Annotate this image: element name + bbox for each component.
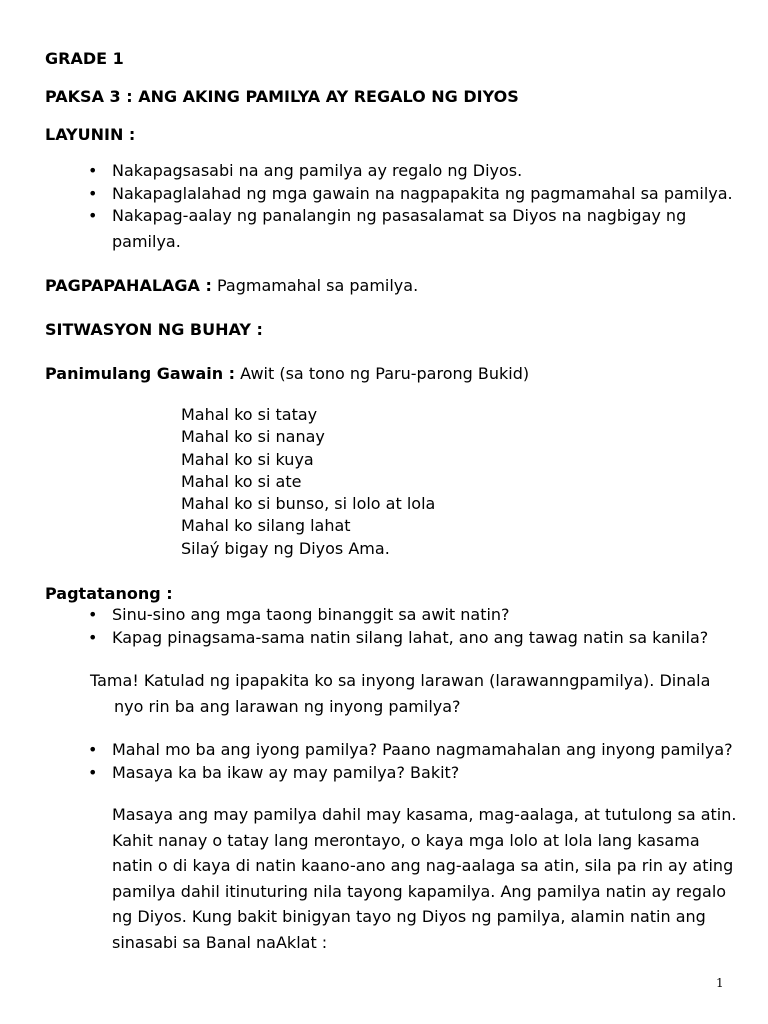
grade-heading: GRADE 1: [45, 49, 124, 68]
answer-paragraph: [90, 668, 710, 719]
song-line: Mahal ko si bunso, si lolo at lola: [181, 494, 436, 514]
page-number: 1: [716, 976, 724, 990]
objective-item-continuation: pamilya.: [112, 232, 181, 251]
situation-label: SITWASYON NG BUHAY :: [45, 320, 263, 339]
answer-line: Tama! Katulad ng ipapakita ko sa inyong larawan (larawanngpamilya). Dinala: [90, 671, 711, 690]
closing-line: pamilya dahil itinuturing nila tayong kapamilya. Ang pamilya natin ay regalo: [112, 881, 727, 901]
values-line: [45, 275, 418, 297]
song-lyrics: [181, 404, 435, 560]
question-item: • Sinu-sino ang mga taong binanggit sa awit natin?: [88, 604, 708, 627]
song-line: Mahal ko si ate: [181, 471, 302, 491]
closing-line: sinasabi sa Banal naAklat :: [112, 932, 328, 952]
values-text: Pagmamahal sa pamilya.: [211, 276, 419, 295]
objective-item: • Nakapaglalahad ng mga gawain na nagpapakita ng pagmamahal sa pamilya.: [88, 183, 733, 206]
intro-line: [45, 363, 529, 385]
objective-item: • Nakapagsasabi na ang pamilya ay regalo ng Diyos.: [88, 160, 733, 183]
more-questions-list: [88, 739, 733, 784]
song-line: Mahal ko si kuya: [181, 449, 314, 469]
question-item: • Kapag pinagsama-sama natin silang lahat, ano ang tawag natin sa kanila?: [88, 627, 708, 650]
questions-list: [88, 604, 708, 649]
answer-line: nyo rin ba ang larawan ng inyong pamilya?: [114, 696, 461, 716]
song-line: Mahal ko si nanay: [181, 427, 325, 447]
closing-paragraph: [112, 802, 736, 955]
values-label: PAGPAPAHALAGA :: [45, 276, 212, 295]
topic-heading: PAKSA 3 : ANG AKING PAMILYA AY REGALO NG DIYOS: [45, 87, 519, 106]
closing-line: natin o di kaya di natin kaano-ano ang nag-aalaga sa atin, sila pa rin ay ating: [112, 856, 734, 875]
closing-line: Kahit nanay o tatay lang merontayo, o kaya mga lolo at lola lang kasama: [112, 830, 700, 850]
closing-line: Masaya ang may pamilya dahil may kasama, mag-aalaga, at tutulong sa atin.: [112, 805, 737, 824]
objective-item: • Nakapag-aalay ng panalangin ng pasasalamat sa Diyos na nagbigay ng: [88, 205, 733, 228]
objectives-list: [88, 160, 733, 228]
question-item: • Mahal mo ba ang iyong pamilya? Paano nagmamahalan ang inyong pamilya?: [88, 739, 733, 762]
intro-label: Panimulang Gawain :: [45, 364, 236, 383]
questions-label: Pagtatanong :: [45, 584, 173, 603]
objectives-label: LAYUNIN :: [45, 125, 136, 144]
song-line: Mahal ko silang lahat: [181, 516, 351, 536]
closing-line: ng Diyos. Kung bakit binigyan tayo ng Diyos ng pamilya, alamin natin ang: [112, 907, 706, 926]
intro-text: Awit (sa tono ng Paru-parong Bukid): [235, 364, 530, 383]
song-line: Mahal ko si tatay: [181, 405, 318, 424]
song-line: Silaý bigay ng Diyos Ama.: [181, 538, 390, 558]
question-item: • Masaya ka ba ikaw ay may pamilya? Bakit?: [88, 762, 733, 785]
